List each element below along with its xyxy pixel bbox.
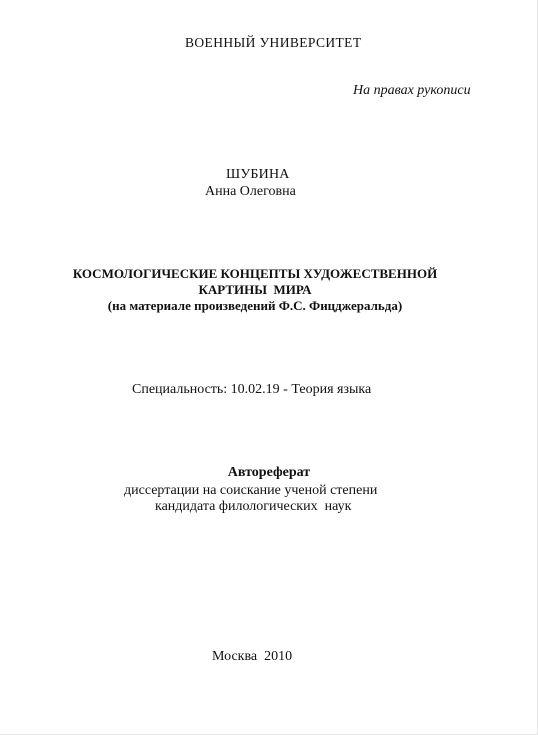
title-line-1: КОСМОЛОГИЧЕСКИЕ КОНЦЕПТЫ ХУДОЖЕСТВЕННОЙ bbox=[72, 266, 438, 281]
title-line-3: (на материале произведений Ф.С. Фицджеральда) bbox=[107, 298, 403, 313]
institution-name: ВОЕННЫЙ УНИВЕРСИТЕТ bbox=[185, 35, 362, 50]
place-and-year: Москва 2010 bbox=[212, 649, 293, 664]
manuscript-rights-note: На правах рукописи bbox=[353, 83, 471, 98]
title-line-2: КАРТИНЫ МИРА bbox=[198, 282, 312, 297]
abstract-description-line-2: кандидата филологических наук bbox=[155, 499, 352, 514]
author-given-names: Анна Олеговна bbox=[205, 184, 296, 199]
abstract-heading: Автореферат bbox=[227, 465, 311, 480]
author-surname: ШУБИНА bbox=[226, 167, 290, 182]
specialty-line: Специальность: 10.02.19 - Теория языка bbox=[132, 382, 372, 397]
abstract-description-line-1: диссертации на соискание ученой степени bbox=[124, 483, 378, 498]
dissertation-title bbox=[60, 266, 450, 314]
